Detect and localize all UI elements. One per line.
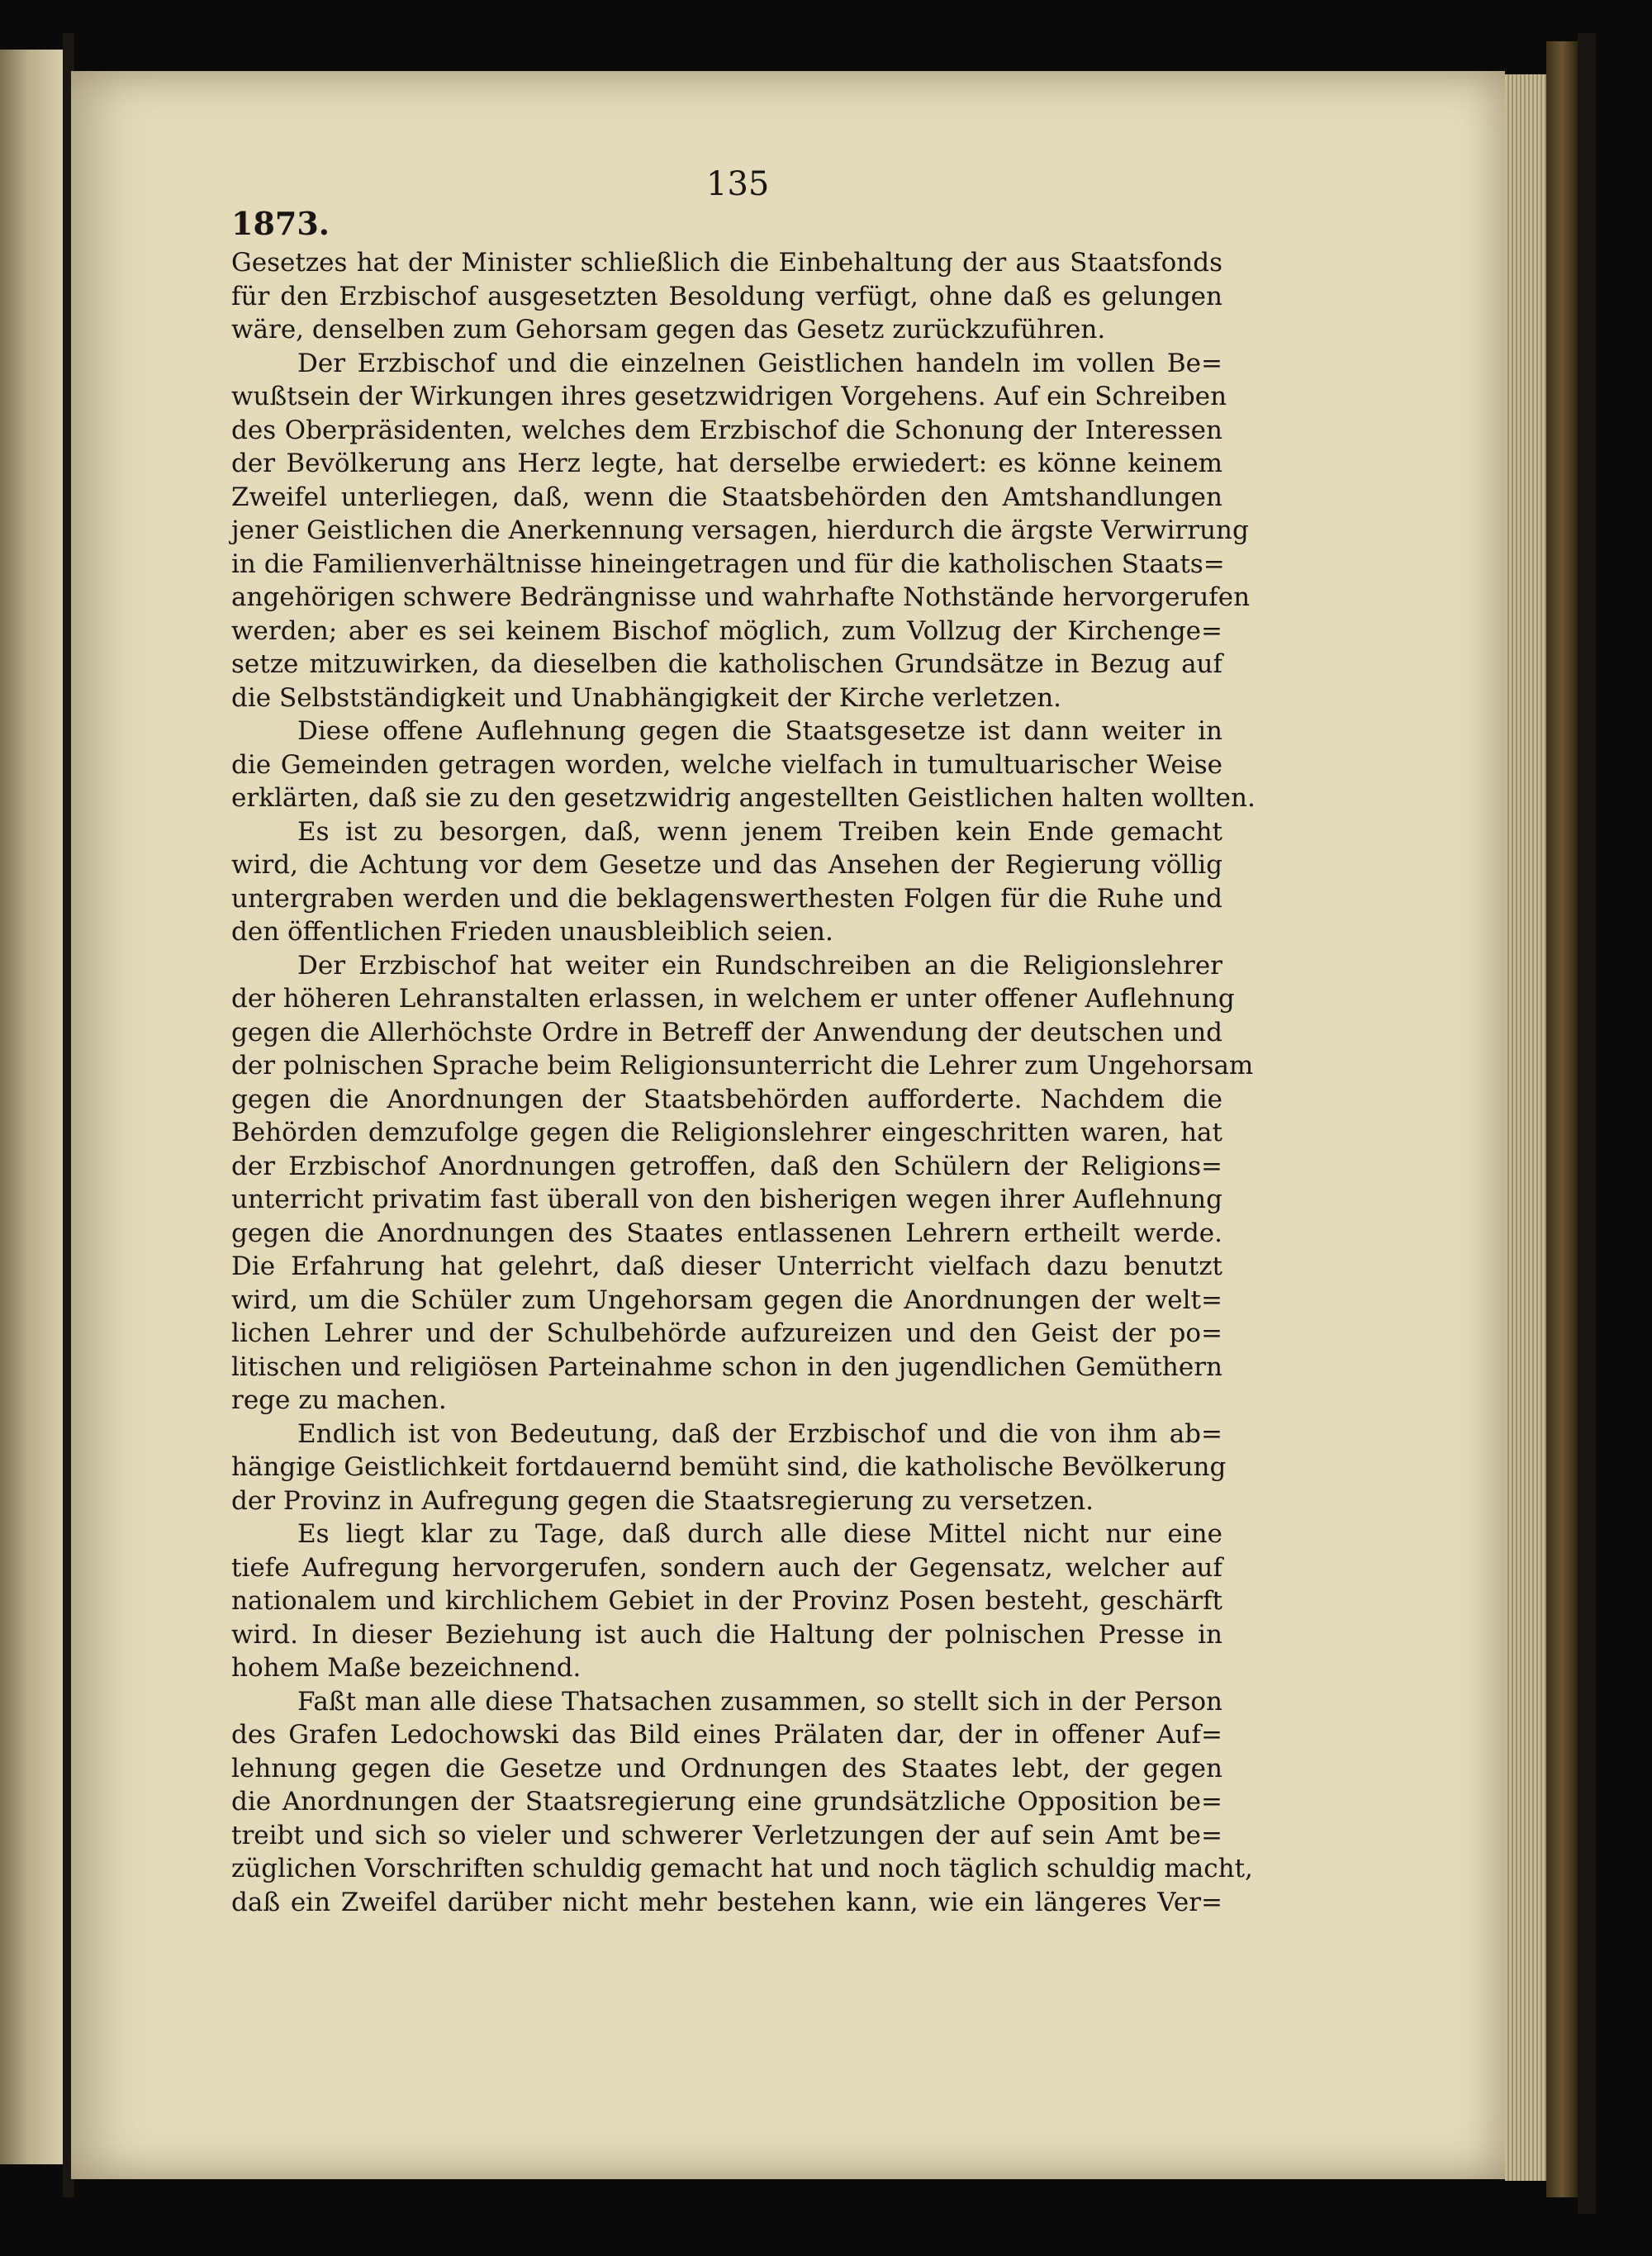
background-dark	[1578, 33, 1596, 2214]
text-line: der Bevölkerung ans Herz legte, hat derselbe erwiedert: es könne keinem	[231, 449, 1222, 478]
facing-page-edge	[0, 50, 66, 2164]
text-line: Faßt man alle diese Thatsachen zusammen, so stellt sich in der Person	[297, 1686, 1222, 1717]
text-line: jener Geistlichen die Anerkennung versagen, hierdurch die ärgste Verwirrung	[231, 515, 1249, 545]
year-heading: 1873.	[231, 205, 330, 242]
text-line: werden; aber es sei keinem Bischof möglich, zum Vollzug der Kirchenge=	[231, 615, 1222, 646]
text-line: für den Erzbischof ausgesetzten Besoldung verfügt, ohne daß es gelungen	[231, 281, 1222, 311]
text-line: erklärten, daß sie zu den gesetzwidrig angestellten Geistlichen halten wollten.	[231, 783, 1256, 813]
text-line: Zweifel unterliegen, daß, wenn die Staatsbehörden den Amtshandlungen	[231, 482, 1222, 512]
text-line: in die Familienverhältnisse hineingetragen und für die katholischen Staats=	[231, 549, 1225, 579]
text-line: litischen und religiösen Parteinahme schon in den jugendlichen Gemüthern	[231, 1351, 1222, 1382]
text-line: der höheren Lehranstalten erlassen, in welchem er unter offener Auflehnung	[231, 984, 1235, 1014]
text-line: nationalem und kirchlichem Gebiet in der Provinz Posen besteht, geschärft	[231, 1586, 1222, 1616]
text-line: Es liegt klar zu Tage, daß durch alle diese Mittel nicht nur eine	[297, 1519, 1222, 1549]
text-line: Der Erzbischof hat weiter ein Rundschreiben an die Religionslehrer	[297, 950, 1222, 981]
text-line: Behörden demzufolge gegen die Religionslehrer eingeschritten waren, hat	[231, 1118, 1222, 1147]
text-line: der Erzbischof Anordnungen getroffen, daß den Schülern der Religions=	[231, 1151, 1222, 1181]
text-line: wird, die Achtung vor dem Gesetze und das Ansehen der Regierung völlig	[231, 850, 1222, 880]
text-line: die Selbstständigkeit und Unabhängigkeit der Kirche verletzen.	[231, 682, 1062, 713]
text-line: wußtsein der Wirkungen ihres gesetzwidrigen Vorgehens. Auf ein Schreiben	[231, 382, 1227, 411]
text-line: hängige Geistlichkeit fortdauernd bemüht sind, die katholische Bevölkerung	[231, 1452, 1227, 1482]
text-line: Endlich ist von Bedeutung, daß der Erzbischof und die von ihm ab=	[297, 1418, 1222, 1449]
text-line: wird. In dieser Beziehung ist auch die Haltung der polnischen Presse in	[231, 1619, 1222, 1650]
text-line: tiefe Aufregung hervorgerufen, sondern auch der Gegensatz, welcher auf	[231, 1552, 1222, 1583]
text-line: wird, um die Schüler zum Ungehorsam gegen die Anordnungen der welt=	[231, 1285, 1222, 1315]
text-line: Die Erfahrung hat gelehrt, daß dieser Unterricht vielfach dazu benutzt	[231, 1251, 1222, 1281]
text-line: Diese offene Auflehnung gegen die Staatsgesetze ist dann weiter in	[297, 716, 1222, 746]
text-line: des Oberpräsidenten, welches dem Erzbischof die Schonung der Interessen	[231, 415, 1222, 445]
text-line: der polnischen Sprache beim Religionsunterricht die Lehrer zum Ungehorsam	[231, 1051, 1254, 1081]
text-line: lehnung gegen die Gesetze und Ordnungen des Staates lebt, der gegen	[231, 1753, 1222, 1783]
page-number: 135	[706, 165, 770, 203]
text-line: hohem Maße bezeichnend.	[231, 1653, 582, 1683]
text-line: unterricht privatim fast überall von den bisherigen wegen ihrer Auflehnung	[231, 1185, 1222, 1214]
text-line: gegen die Anordnungen des Staates entlassenen Lehrern ertheilt werde.	[231, 1218, 1222, 1248]
text-line: gegen die Anordnungen der Staatsbehörden aufforderte. Nachdem die	[231, 1084, 1222, 1114]
page-edges	[1505, 74, 1546, 2181]
text-line: rege zu machen.	[231, 1385, 447, 1415]
text-line: Gesetzes hat der Minister schließlich die Einbehaltung der aus Staatsfonds	[231, 248, 1222, 278]
body-text	[231, 246, 1256, 1919]
text-line: lichen Lehrer und der Schulbehörde aufzureizen und den Geist der po=	[231, 1318, 1222, 1348]
text-line: treibt und sich so vieler und schwerer Verletzungen der auf sein Amt be=	[231, 1820, 1222, 1850]
text-line: daß ein Zweifel darüber nicht mehr bestehen kann, wie ein längeres Ver=	[231, 1887, 1222, 1917]
text-line: angehörigen schwere Bedrängnisse und wahrhafte Nothstände hervorgerufen	[231, 582, 1251, 612]
text-line: untergraben werden und die beklagenswerthesten Folgen für die Ruhe und	[231, 883, 1222, 914]
book-cover-edge	[1546, 41, 1578, 2197]
text-line: die Gemeinden getragen worden, welche vielfach in tumultuarischer Weise	[231, 749, 1222, 780]
text-line: Es ist zu besorgen, daß, wenn jenem Treiben kein Ende gemacht	[297, 816, 1222, 847]
text-line: wäre, denselben zum Gehorsam gegen das Gesetz zurückzuführen.	[231, 315, 1106, 344]
text-line: züglichen Vorschriften schuldig gemacht hat und noch täglich schuldig macht,	[231, 1854, 1253, 1883]
text-line: Der Erzbischof und die einzelnen Geistlichen handeln im vollen Be=	[297, 348, 1222, 378]
text-line: setze mitzuwirken, da dieselben die katholischen Grundsätze in Bezug auf	[231, 649, 1222, 679]
text-line: des Grafen Ledochowski das Bild eines Prälaten dar, der in offener Auf=	[231, 1720, 1222, 1750]
text-line: die Anordnungen der Staatsregierung eine grundsätzliche Opposition be=	[231, 1787, 1222, 1817]
text-line: den öffentlichen Frieden unausbleiblich seien.	[231, 917, 833, 947]
text-line: gegen die Allerhöchste Ordre in Betreff der Anwendung der deutschen und	[231, 1017, 1222, 1047]
text-line: der Provinz in Aufregung gegen die Staatsregierung zu versetzen.	[231, 1485, 1094, 1516]
